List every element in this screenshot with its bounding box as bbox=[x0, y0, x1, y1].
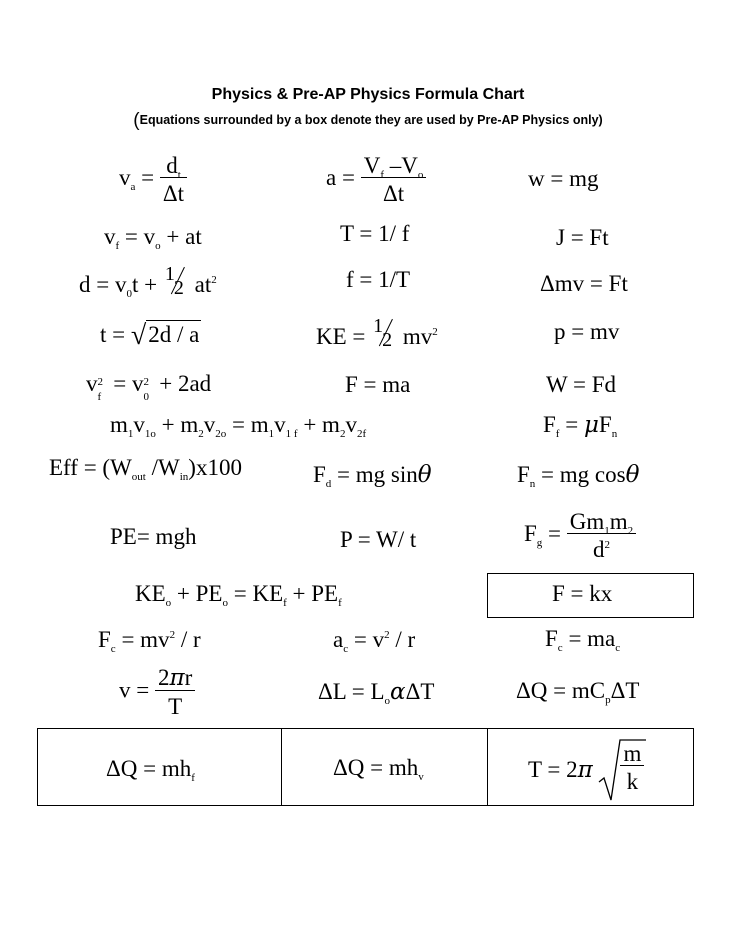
formula-momentum: p = mv bbox=[554, 319, 620, 344]
formula-displacement: $d = v_0t$ + 1 2 $at^2$ bbox=[79, 263, 217, 300]
page-subtitle bbox=[0, 110, 736, 132]
formula-orbital-velocity: v = $\frac{2\pi r}{T}$ bbox=[119, 666, 195, 718]
formula-acceleration: a = $\frac{V_f -V_o}{\Delta t}$ bbox=[326, 154, 426, 205]
formula-final-velocity: $v_f = v_o$ + at bbox=[104, 224, 202, 252]
fraction: $\frac{2\pi r}{T}$ bbox=[155, 666, 195, 718]
formula-specific-heat: $\Delta Q = mC_p\Delta T$ bbox=[516, 678, 640, 706]
fraction: $\frac{V_f -V_o}{\Delta t}$ bbox=[361, 154, 427, 205]
formula-weight: w = mg bbox=[528, 166, 599, 191]
square-root: 2d / a bbox=[148, 322, 200, 347]
subtitle-paren: ( bbox=[133, 110, 140, 131]
formula-friction: $F_f = \mu F_n$ bbox=[543, 412, 618, 440]
formula-velocity-squared: v 2 f = v 2 0 + 2ad bbox=[86, 371, 212, 403]
box-divider bbox=[487, 728, 488, 806]
formula-hookes-law: F = kx bbox=[552, 581, 613, 606]
formula-centripetal-force: $F_c = mv^2 / r$ bbox=[98, 627, 201, 655]
formula-normal-force: $F_n$ = mg cosθ bbox=[517, 462, 640, 490]
square-root: $\frac{m}{k}$ bbox=[598, 738, 648, 802]
formula-kinetic-energy: KE = 1 2 $mv^2$ bbox=[316, 315, 438, 351]
formula-work: W = Fd bbox=[546, 372, 617, 397]
formula-centripetal-acceleration: $a_c = v^2 / r$ bbox=[333, 627, 416, 655]
fraction: $\frac{d_t}{\Delta t}$ bbox=[160, 154, 187, 205]
fraction: $\frac{Gm_1m_2}{d^2}$ bbox=[567, 510, 636, 561]
formula-average-velocity: $v_a$ = $\frac{d_t}{\Delta t}$ bbox=[119, 154, 187, 205]
page-title: Physics & Pre-AP Physics Formula Chart bbox=[211, 86, 525, 103]
formula-centripetal-force-ma: $F_c = ma_c$ bbox=[545, 626, 621, 654]
half-fraction: 1 2 bbox=[164, 263, 184, 299]
formula-impulse-momentum: Δmv = Ft bbox=[540, 271, 628, 296]
half-fraction: 1 2 bbox=[373, 315, 393, 351]
formula-spring-period: T = 2π $\frac{m}{k}$ bbox=[528, 738, 648, 802]
formula-conservation-energy: $KE_o + PE_o = KE_f + PE_f$ bbox=[135, 581, 342, 609]
formula-latent-heat-vaporization: $\Delta Q = mh_v$ bbox=[333, 755, 424, 783]
formula-gravitation: $F_g$ = $\frac{Gm_1m_2}{d^2}$ bbox=[524, 510, 636, 561]
formula-time: t = √2d / a bbox=[100, 320, 200, 351]
box-divider bbox=[281, 728, 282, 806]
formula-power: P = W/ t bbox=[340, 527, 417, 552]
formula-impulse: J = Ft bbox=[556, 225, 609, 250]
formula-force: F = ma bbox=[345, 372, 411, 397]
formula-thermal-expansion: $\Delta L = L_o\alpha\Delta T$ bbox=[318, 679, 435, 707]
subtitle-text: Equations surrounded by a box denote they are used by Pre-AP Physics only) bbox=[139, 113, 603, 127]
formula-force-incline: $F_d$ = mg sinθ bbox=[313, 462, 432, 490]
formula-latent-heat-fusion: $\Delta Q = mh_f$ bbox=[106, 756, 195, 784]
formula-period: T = 1/ f bbox=[340, 221, 410, 246]
formula-potential-energy: PE= mgh bbox=[110, 524, 197, 549]
formula-efficiency: Eff = ($W_{out}$ $/W_{in})x100$ bbox=[49, 455, 242, 483]
formula-conservation-momentum: $m_1v_{1o} + m_2v_{2o} = m_1v_{1 f} + m_2v_{2f}$ bbox=[110, 412, 367, 440]
formula-frequency: f = 1/T bbox=[346, 267, 411, 292]
